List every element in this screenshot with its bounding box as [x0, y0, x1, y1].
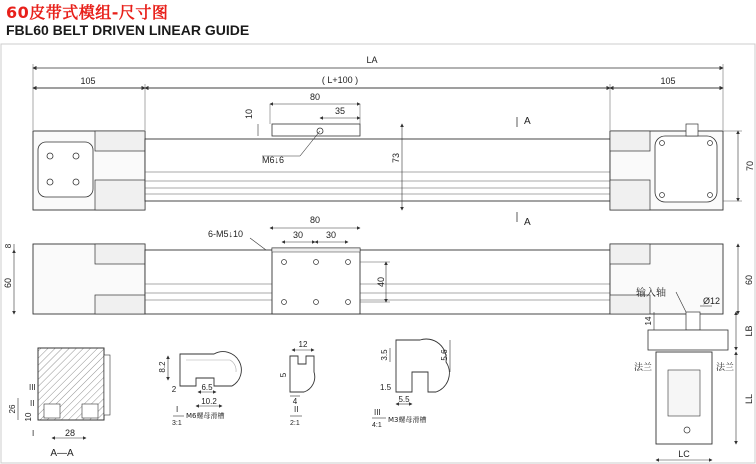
section-aa	[8, 348, 110, 459]
det3-title: M3螺母滑槽	[388, 416, 427, 424]
dim-14: 14	[644, 316, 653, 326]
det2-roman: II	[294, 405, 299, 414]
dim-35: 35	[334, 106, 346, 116]
sec-roman3: III	[29, 383, 36, 392]
label-input-shaft: 输入轴	[636, 288, 666, 299]
detail-1	[158, 352, 241, 427]
section-label-aa: A—A	[50, 448, 74, 459]
label-flange-right: 法兰	[716, 363, 735, 373]
dim-l100: ( L+100 )	[321, 75, 359, 85]
dim-80-top: 80	[309, 92, 321, 102]
detail-3	[372, 339, 450, 429]
dim-80-mid: 80	[309, 215, 321, 225]
dim-105-right: 105	[660, 76, 676, 86]
top-view	[33, 55, 755, 228]
section-a-bottom: A	[524, 217, 531, 228]
dim-40: 40	[376, 276, 386, 288]
det1-title: M6螺母滑槽	[186, 412, 225, 420]
dim-8-2: 8.2	[158, 361, 167, 373]
dim-60-left: 60	[3, 277, 13, 289]
det2-scale: 2:1	[290, 420, 300, 427]
title-english: FBL60 BELT DRIVEN LINEAR GUIDE	[6, 22, 250, 38]
sec-roman1: I	[32, 429, 35, 438]
label-m6: M6↓6	[262, 155, 285, 165]
det3-roman: III	[374, 408, 381, 417]
dim-lc: LC	[678, 449, 690, 459]
sec-roman2: II	[30, 399, 35, 408]
dim-6-5: 6.5	[201, 383, 213, 392]
dim-60-right: 60	[744, 274, 754, 286]
side-view	[3, 215, 754, 314]
det1-roman: I	[176, 405, 179, 414]
dim-3-5: 3.5	[380, 349, 389, 361]
dim-73: 73	[391, 152, 401, 164]
dim-4: 4	[292, 397, 298, 406]
section-a-top: A	[524, 116, 531, 127]
dim-ll: LL	[744, 393, 754, 405]
label-m5: 6-M5↓10	[208, 229, 244, 239]
dim-5-6: 5.6	[440, 349, 449, 361]
dim-2: 2	[171, 385, 177, 394]
dim-12: 12	[298, 340, 308, 349]
detail-2	[279, 340, 315, 427]
dim-8: 8	[4, 243, 13, 249]
dim-10-sec: 10	[24, 412, 33, 422]
dim-70: 70	[745, 160, 755, 172]
dim-1-5: 1.5	[380, 383, 392, 392]
dim-10-top: 10	[244, 108, 254, 120]
dim-30b: 30	[325, 230, 337, 240]
dim-105-left: 105	[80, 76, 96, 86]
dim-30a: 30	[292, 230, 304, 240]
det3-scale: 4:1	[372, 422, 382, 429]
dim-5: 5	[279, 372, 288, 378]
dim-lb: LB	[744, 325, 754, 337]
dim-28: 28	[64, 428, 76, 438]
dim-10-2: 10.2	[201, 397, 217, 406]
label-phi12: Ø12	[703, 296, 721, 306]
det1-scale: 3:1	[172, 420, 182, 427]
dim-5-5: 5.5	[398, 395, 410, 404]
title-chinese: 60皮带式模组-尺寸图	[6, 3, 169, 22]
label-flange-left: 法兰	[634, 363, 653, 373]
dim-la: LA	[366, 55, 378, 65]
dim-26: 26	[8, 404, 17, 414]
